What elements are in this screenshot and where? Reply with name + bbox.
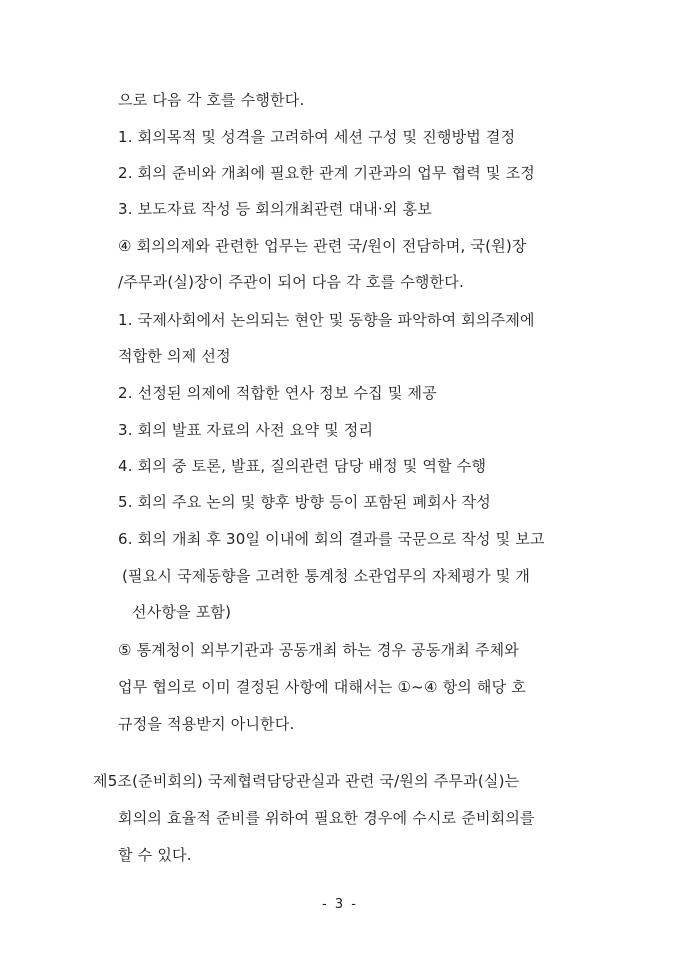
item-2-cooperation: 2. 회의 준비와 개최에 필요한 관계 기관과의 업무 협력 및 조정 (118, 164, 535, 182)
item-3-summary: 3. 회의 발표 자료의 사전 요약 및 정리 (118, 421, 374, 439)
article-5-line-3: 할 수 있다. (118, 846, 192, 864)
item-3-promotion: 3. 보도자료 작성 등 회의개최관련 대내·외 홍보 (118, 200, 432, 218)
page-number: - 3 - (322, 897, 358, 912)
item-6-report-line-2: (필요시 국제동향을 고려한 통계청 소관업무의 자체평가 및 개 (122, 567, 531, 585)
item-6-report-line-3: 선사항을 포함) (132, 603, 232, 621)
item-4-roles: 4. 회의 중 토론, 발표, 질의관련 담당 배정 및 역할 수행 (118, 457, 487, 475)
clause-4-line-1: ④ 회의의제와 관련한 업무는 관련 국/원이 전담하며, 국(원)장 (118, 237, 527, 255)
item-1-session-planning: 1. 회의목적 및 성격을 고려하여 세션 구성 및 진행방법 결정 (118, 128, 516, 146)
clause-5-line-3: 규정을 적용받지 아니한다. (118, 715, 295, 733)
article-5-line-2: 회의의 효율적 준비를 위하여 필요한 경우에 수시로 준비회의를 (118, 809, 535, 827)
clause-5-line-2: 업무 협의로 이미 결정된 사항에 대해서는 ①~④ 항의 해당 호 (118, 678, 526, 696)
item-1-agenda-line-2: 적합한 의제 선정 (118, 347, 231, 365)
clause-4-line-2: /주무과(실)장이 주관이 되어 다음 각 호를 수행한다. (118, 273, 464, 291)
clause-5-line-1: ⑤ 통계청이 외부기관과 공동개최 하는 경우 공동개최 주체와 (118, 641, 519, 659)
article-5-heading-line: 제5조(준비회의) 국제협력담당관실과 관련 국/원의 주무과(실)는 (93, 772, 520, 790)
item-5-closing-remarks: 5. 회의 주요 논의 및 향후 방향 등이 포함된 폐회사 작성 (118, 493, 491, 511)
item-6-report-line-1: 6. 회의 개최 후 30일 이내에 회의 결과를 국문으로 작성 및 보고 (118, 530, 545, 548)
item-2-speaker-info: 2. 선정된 의제에 적합한 연사 정보 수집 및 제공 (118, 384, 437, 402)
text-line-continuation: 으로 다음 각 호를 수행한다. (118, 91, 305, 109)
item-1-agenda-line-1: 1. 국제사회에서 논의되는 현안 및 동향을 파악하여 회의주제에 (118, 311, 535, 329)
